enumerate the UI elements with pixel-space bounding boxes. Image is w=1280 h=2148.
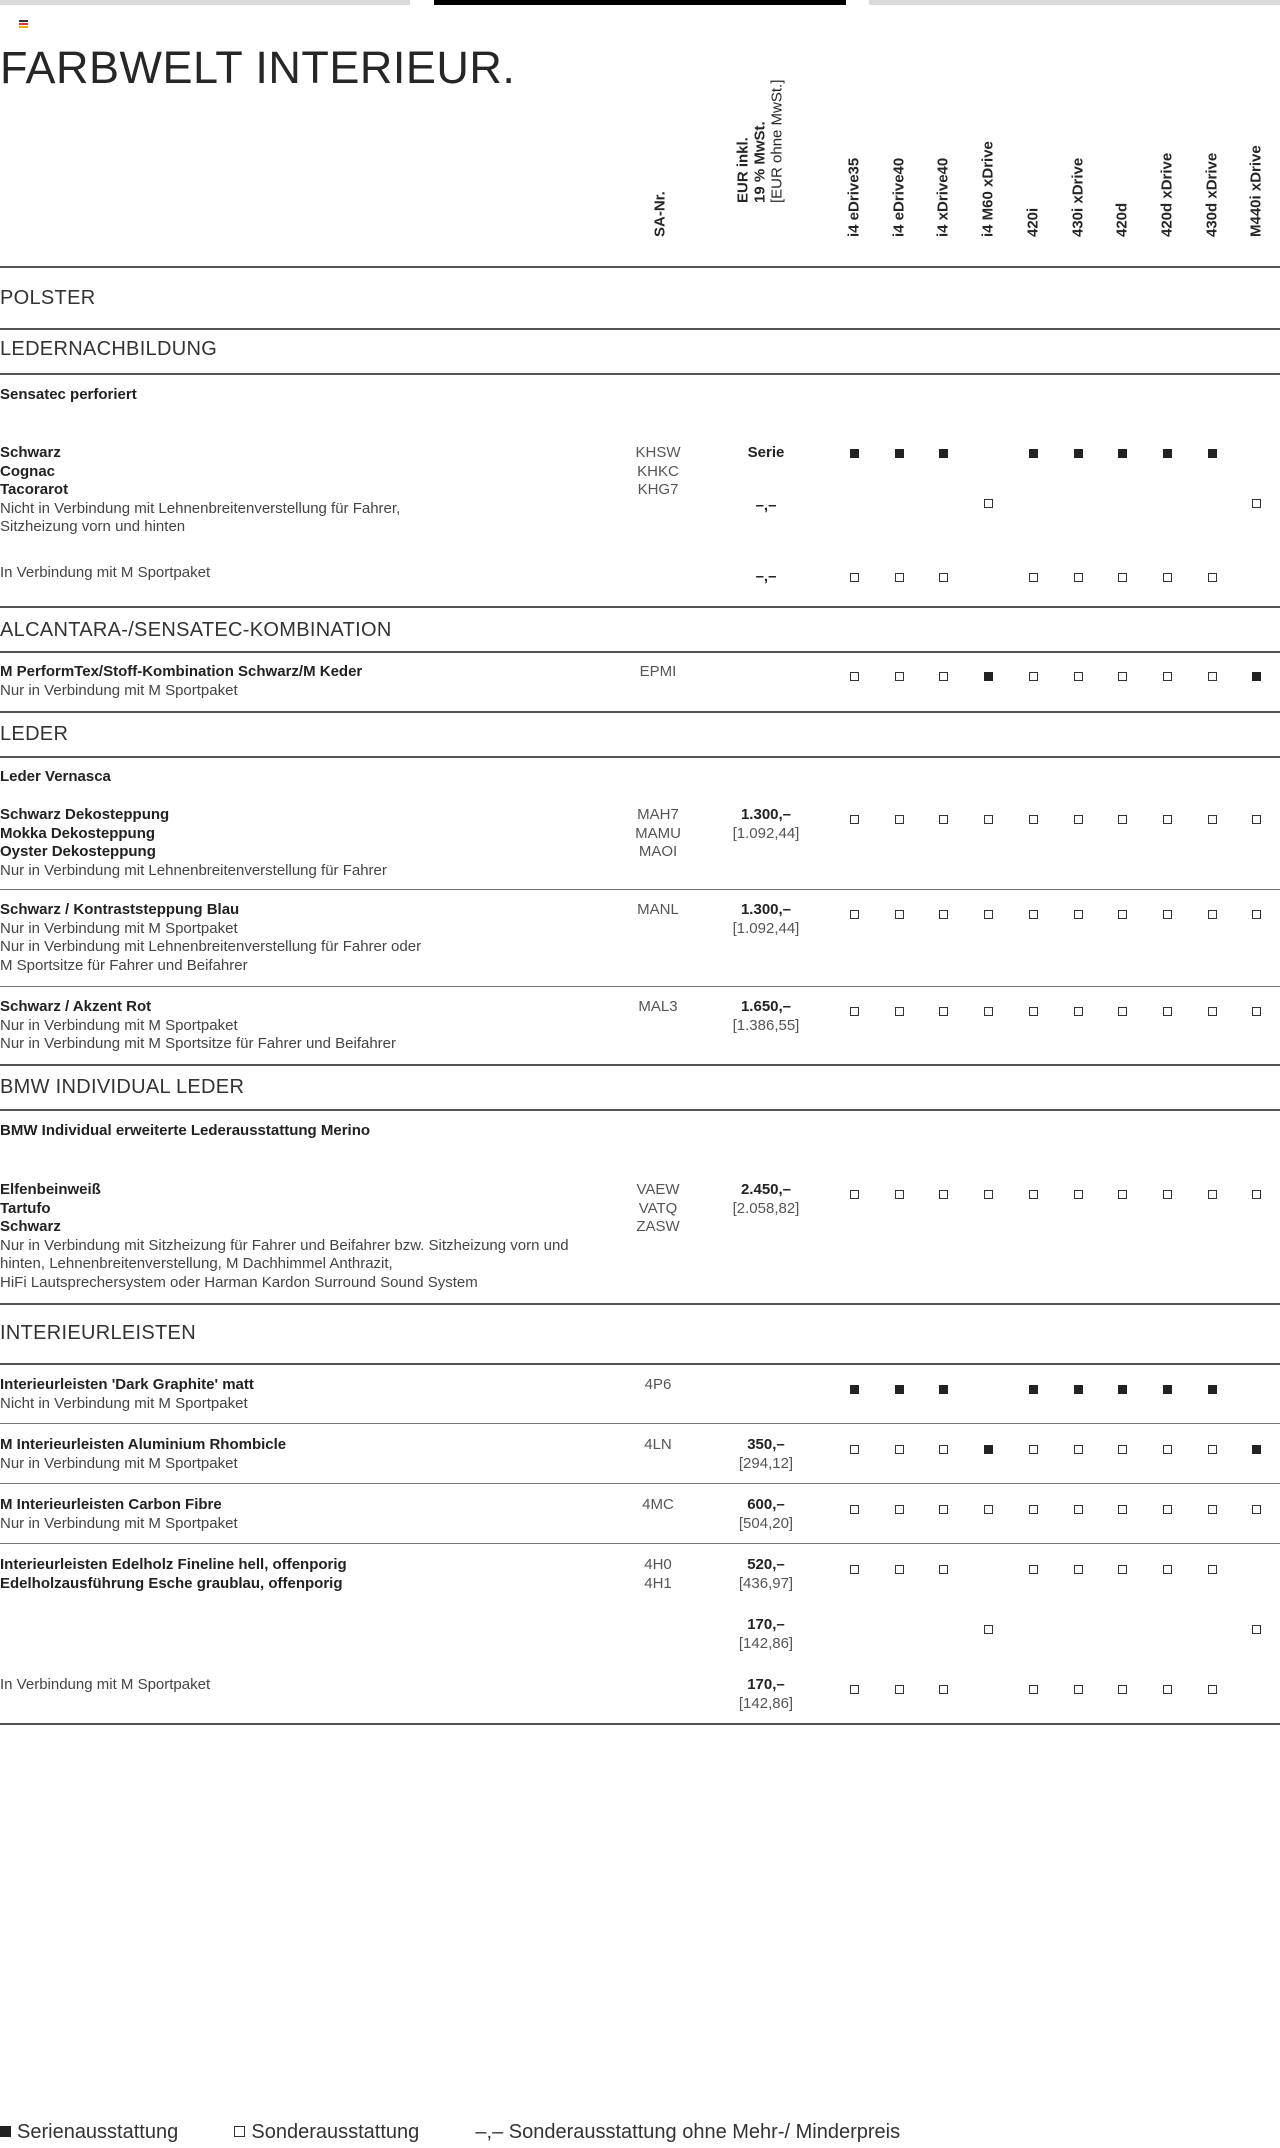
section-rule <box>0 1064 1280 1066</box>
row-title: Schwarz Dekosteppung <box>0 806 170 823</box>
section-rule <box>0 606 1280 608</box>
price-cell <box>701 1616 831 1653</box>
header-model-label: 420d <box>1113 202 1131 237</box>
optional-square-icon <box>850 1445 859 1454</box>
optional-square-icon <box>1252 910 1261 919</box>
row-note: Nur in Verbindung mit M Sportpaket <box>0 1454 238 1472</box>
header-price-label <box>735 80 786 203</box>
optional-square-icon <box>895 1505 904 1514</box>
legend-sonder: Sonderausstattung <box>251 2121 420 2143</box>
section-individual: BMW INDIVIDUAL LEDER <box>0 1076 245 1098</box>
row-title: Elfenbeinweiß <box>0 1181 101 1198</box>
standard-square-icon <box>1208 1385 1217 1394</box>
optional-square-icon <box>984 1505 993 1514</box>
optional-square-icon <box>939 672 948 681</box>
price-gross: 600,– <box>747 1496 785 1513</box>
price-cell <box>701 998 831 1035</box>
header-sa-nr <box>643 112 677 254</box>
optional-square-icon <box>984 815 993 824</box>
price-cell <box>701 806 831 843</box>
price-net: [294,12] <box>738 1454 794 1472</box>
header-model <box>1016 112 1050 254</box>
optional-square-icon <box>939 1007 948 1016</box>
row-title: M PerformTex/Stoff-Kombination Schwarz/M Keder <box>0 663 363 680</box>
optional-square-icon <box>984 1625 993 1634</box>
row-title: Sensatec perforiert <box>0 386 137 403</box>
optional-square-icon <box>1252 1625 1261 1634</box>
row-title: Leder Vernasca <box>0 768 111 785</box>
optional-square-icon <box>1208 815 1217 824</box>
section-leder: LEDER <box>0 723 69 745</box>
progress-segment-3 <box>869 0 1280 5</box>
sa-code: MAOI <box>638 843 678 860</box>
price-gross: 170,– <box>747 1676 785 1693</box>
sa-code: KHG7 <box>637 481 679 498</box>
price-gross: 2.450,– <box>740 1181 792 1198</box>
row-title: BMW Individual erweiterte Lederausstattung Merino <box>0 1122 371 1139</box>
sa-code: 4LN <box>644 1436 672 1453</box>
row-title: Schwarz <box>0 444 61 461</box>
optional-square-icon <box>1074 1007 1083 1016</box>
header-price-line1: EUR inkl. <box>734 137 752 203</box>
price-cell <box>701 1496 831 1533</box>
section-rule <box>0 756 1280 758</box>
optional-square-icon <box>1252 1007 1261 1016</box>
optional-square-icon <box>984 1007 993 1016</box>
row-title: Tartufo <box>0 1199 51 1217</box>
row-note: In Verbindung mit M Sportpaket <box>0 564 211 581</box>
optional-square-icon <box>1029 1007 1038 1016</box>
row-note: Sitzheizung vorn und hinten <box>0 518 186 535</box>
optional-square-icon <box>1208 672 1217 681</box>
standard-square-icon <box>939 1385 948 1394</box>
optional-square-icon <box>895 1565 904 1574</box>
sa-code: KHKC <box>637 462 679 480</box>
header-model <box>971 112 1005 254</box>
optional-square-icon <box>895 1007 904 1016</box>
price-cell <box>701 1181 831 1218</box>
row-title: Edelholzausführung Esche graublau, offenporig <box>0 1574 343 1592</box>
price-cell <box>701 444 831 463</box>
row-rule <box>0 1483 1280 1484</box>
row-note: Nur in Verbindung mit M Sportsitze für Fahrer und Beifahrer <box>0 1035 397 1052</box>
optional-square-icon <box>939 573 948 582</box>
price-gross: 1.300,– <box>740 901 792 918</box>
row-note: Nur in Verbindung mit Lehnenbreitenverstellung für Fahrer oder <box>0 938 422 955</box>
optional-square-icon <box>850 910 859 919</box>
row-note: hinten, Lehnenbreitenverstellung, M Dachhimmel Anthrazit, <box>0 1255 393 1272</box>
optional-square-icon <box>1208 1190 1217 1199</box>
optional-square-icon <box>1163 672 1172 681</box>
header-model <box>1105 112 1139 254</box>
price-net: [504,20] <box>738 1514 794 1532</box>
optional-square-icon <box>939 815 948 824</box>
section-rule <box>0 328 1280 330</box>
optional-square-icon <box>939 1565 948 1574</box>
page-title: FARBWELT INTERIEUR. <box>0 42 516 93</box>
header-model <box>837 112 871 254</box>
flag-icon <box>19 20 28 27</box>
optional-square-icon <box>1252 815 1261 824</box>
optional-square-icon <box>1118 1505 1127 1514</box>
row-note: Nicht in Verbindung mit Lehnenbreitenverstellung für Fahrer, <box>0 499 401 517</box>
sa-code: 4MC <box>642 1496 674 1513</box>
price-gross: 520,– <box>747 1556 785 1573</box>
optional-square-icon <box>1118 910 1127 919</box>
section-rule <box>0 651 1280 653</box>
optional-square-icon <box>1252 1505 1261 1514</box>
row-note: Nur in Verbindung mit M Sportpaket <box>0 681 238 699</box>
optional-square-icon <box>1118 573 1127 582</box>
price-net: [436,97] <box>738 1574 794 1592</box>
optional-square-icon <box>1208 1505 1217 1514</box>
price-gross: Serie <box>747 444 785 461</box>
legend-serie: Serienausstattung <box>17 2121 179 2143</box>
optional-square-icon <box>1118 815 1127 824</box>
row-rule <box>0 1423 1280 1424</box>
standard-square-icon <box>895 1385 904 1394</box>
header-model <box>1061 112 1095 254</box>
optional-square-icon <box>1118 1445 1127 1454</box>
optional-square-icon <box>895 1445 904 1454</box>
optional-square-icon <box>1074 1505 1083 1514</box>
optional-square-icon <box>1029 910 1038 919</box>
optional-square-icon <box>850 573 859 582</box>
optional-square-icon <box>1074 573 1083 582</box>
standard-square-icon <box>1074 449 1083 458</box>
sa-code: VAEW <box>636 1181 680 1198</box>
header-rule <box>0 266 1280 268</box>
header-model <box>1150 112 1184 254</box>
optional-square-icon <box>984 1190 993 1199</box>
standard-square-icon <box>1029 1385 1038 1394</box>
optional-square-icon <box>895 910 904 919</box>
optional-square-icon <box>850 1505 859 1514</box>
price-gross: 1.300,– <box>740 806 792 823</box>
optional-square-icon <box>1029 1565 1038 1574</box>
row-rule <box>0 986 1280 987</box>
legend <box>0 2121 900 2144</box>
optional-square-icon <box>1163 1685 1172 1694</box>
sa-code: 4H0 <box>644 1556 672 1573</box>
price-net: [1.386,55] <box>732 1016 800 1034</box>
header-model-label: 420d xDrive <box>1158 152 1176 237</box>
optional-square-icon <box>1208 1445 1217 1454</box>
optional-square-icon <box>1118 1190 1127 1199</box>
sa-code: MANL <box>637 901 679 918</box>
row-title: Oyster Dekosteppung <box>0 843 156 860</box>
optional-square-icon <box>1208 910 1217 919</box>
standard-square-icon <box>1208 449 1217 458</box>
standard-square-icon <box>1163 1385 1172 1394</box>
standard-square-icon <box>984 672 993 681</box>
optional-square-icon <box>850 672 859 681</box>
optional-square-icon <box>850 1007 859 1016</box>
optional-square-icon <box>1118 1007 1127 1016</box>
optional-square-icon <box>895 573 904 582</box>
standard-square-icon <box>1252 672 1261 681</box>
standard-square-icon <box>850 1385 859 1394</box>
legend-ohne: –,– Sonderausstattung ohne Mehr-/ Minderpreis <box>475 2121 901 2143</box>
optional-square-icon <box>1029 1505 1038 1514</box>
standard-square-icon <box>1029 449 1038 458</box>
row-title: Interieurleisten 'Dark Graphite' matt <box>0 1376 254 1393</box>
standard-square-icon <box>939 449 948 458</box>
section-alcantara: ALCANTARA-/SENSATEC-KOMBINATION <box>0 619 392 641</box>
optional-square-icon <box>1208 1685 1217 1694</box>
section-interieurleisten: INTERIEURLEISTEN <box>0 1322 196 1344</box>
sa-code: VATQ <box>638 1199 678 1217</box>
optional-square-icon <box>1118 1685 1127 1694</box>
optional-square-icon <box>1029 1190 1038 1199</box>
optional-square-icon <box>1252 1190 1261 1199</box>
header-price <box>730 79 790 254</box>
row-note: In Verbindung mit M Sportpaket <box>0 1676 211 1693</box>
standard-square-icon <box>1118 1385 1127 1394</box>
price-net: [142,86] <box>738 1634 794 1652</box>
header-model <box>926 112 960 254</box>
optional-square-icon <box>1074 672 1083 681</box>
optional-square-icon <box>1074 1445 1083 1454</box>
row-note: Nur in Verbindung mit M Sportpaket <box>0 1016 238 1034</box>
price-cell <box>701 1556 831 1593</box>
optional-square-icon <box>1118 1565 1127 1574</box>
optional-square-icon <box>1029 672 1038 681</box>
standard-square-icon <box>0 2126 11 2137</box>
row-title: Schwarz / Akzent Rot <box>0 998 152 1015</box>
row-note: Nur in Verbindung mit M Sportpaket <box>0 919 238 937</box>
standard-square-icon <box>1118 449 1127 458</box>
optional-square-icon <box>850 1190 859 1199</box>
section-rule <box>0 1363 1280 1365</box>
optional-square-icon <box>895 1190 904 1199</box>
optional-square-icon <box>850 1685 859 1694</box>
header-model <box>1195 112 1229 254</box>
optional-square-icon <box>1163 573 1172 582</box>
section-rule <box>0 1109 1280 1111</box>
header-model-label: 420i <box>1024 207 1042 237</box>
row-note: M Sportsitze für Fahrer und Beifahrer <box>0 956 248 974</box>
price-gross: 170,– <box>747 1616 785 1633</box>
sa-code: 4H1 <box>644 1574 672 1592</box>
price-gross: –,– <box>755 568 777 585</box>
price-gross: 350,– <box>747 1436 785 1453</box>
row-note: Nicht in Verbindung mit M Sportpaket <box>0 1394 248 1412</box>
header-model-label: i4 eDrive40 <box>890 157 908 237</box>
sa-code: ZASW <box>636 1218 680 1235</box>
optional-square-icon <box>1029 1445 1038 1454</box>
standard-square-icon <box>984 1445 993 1454</box>
sa-code: MAH7 <box>637 806 679 823</box>
optional-square-icon <box>1163 1445 1172 1454</box>
optional-square-icon <box>1208 1007 1217 1016</box>
price-gross: –,– <box>755 497 777 514</box>
section-ledernachbildung: LEDERNACHBILDUNG <box>0 338 218 360</box>
row-rule <box>0 889 1280 890</box>
sa-code: KHSW <box>635 444 681 461</box>
optional-square-icon <box>1074 1685 1083 1694</box>
optional-square-icon <box>1118 672 1127 681</box>
sa-code: MAL3 <box>638 998 678 1015</box>
row-note: Nur in Verbindung mit Sitzheizung für Fahrer und Beifahrer bzw. Sitzheizung vorn und <box>0 1236 569 1254</box>
optional-square-icon <box>939 1445 948 1454</box>
progress-segment-1 <box>0 0 410 5</box>
header-model-label: 430d xDrive <box>1203 152 1221 237</box>
optional-square-icon <box>234 2126 245 2137</box>
price-cell <box>701 901 831 938</box>
standard-square-icon <box>1163 449 1172 458</box>
header-model-label: i4 eDrive35 <box>845 157 863 237</box>
optional-square-icon <box>1074 815 1083 824</box>
price-cell <box>701 497 831 516</box>
header-model-label: i4 xDrive40 <box>934 157 952 237</box>
optional-square-icon <box>1029 815 1038 824</box>
optional-square-icon <box>939 1190 948 1199</box>
optional-square-icon <box>1074 910 1083 919</box>
optional-square-icon <box>1163 910 1172 919</box>
sa-code: 4P6 <box>644 1376 672 1393</box>
price-net: [1.092,44] <box>732 824 800 842</box>
header-model-label: M440i xDrive <box>1247 145 1265 237</box>
optional-square-icon <box>1163 1505 1172 1514</box>
row-note: HiFi Lautsprechersystem oder Harman Kardon Surround Sound System <box>0 1273 478 1291</box>
section-rule <box>0 711 1280 713</box>
row-title: Interieurleisten Edelholz Fineline hell, offenporig <box>0 1556 347 1573</box>
sa-code: MAMU <box>635 824 681 842</box>
header-price-line2: 19 % MwSt. <box>751 121 769 203</box>
optional-square-icon <box>895 815 904 824</box>
optional-square-icon <box>850 815 859 824</box>
optional-square-icon <box>1163 1190 1172 1199</box>
optional-square-icon <box>1163 815 1172 824</box>
header-model-label: 430i xDrive <box>1069 157 1087 237</box>
row-title: Schwarz / Kontraststeppung Blau <box>0 901 240 918</box>
optional-square-icon <box>895 672 904 681</box>
sa-code: EPMI <box>639 663 677 680</box>
standard-square-icon <box>1074 1385 1083 1394</box>
row-note: Nur in Verbindung mit M Sportpaket <box>0 1514 238 1532</box>
section-rule <box>0 1303 1280 1305</box>
standard-square-icon <box>1252 1445 1261 1454</box>
optional-square-icon <box>1029 1685 1038 1694</box>
row-title: M Interieurleisten Carbon Fibre <box>0 1496 222 1513</box>
price-cell <box>701 1676 831 1713</box>
row-title: Tacorarot <box>0 481 69 498</box>
header-sa-nr-label: SA-Nr. <box>651 191 669 237</box>
section-polster: POLSTER <box>0 287 96 309</box>
price-net: [2.058,82] <box>732 1199 800 1217</box>
optional-square-icon <box>1074 1565 1083 1574</box>
price-net: [142,86] <box>738 1694 794 1712</box>
optional-square-icon <box>895 1685 904 1694</box>
header-price-line3: [EUR ohne MwSt.] <box>768 79 786 203</box>
standard-square-icon <box>850 449 859 458</box>
row-title: Cognac <box>0 462 56 480</box>
price-gross: 1.650,– <box>740 998 792 1015</box>
optional-square-icon <box>939 910 948 919</box>
row-note: Nur in Verbindung mit Lehnenbreitenverstellung für Fahrer <box>0 861 387 879</box>
optional-square-icon <box>1252 499 1261 508</box>
standard-square-icon <box>895 449 904 458</box>
header-model <box>882 112 916 254</box>
optional-square-icon <box>850 1565 859 1574</box>
header-model-label: i4 M60 xDrive <box>979 141 997 237</box>
table-end-rule <box>0 1723 1280 1725</box>
optional-square-icon <box>1208 1565 1217 1574</box>
optional-square-icon <box>1208 573 1217 582</box>
price-net: [1.092,44] <box>732 919 800 937</box>
price-cell <box>701 1436 831 1473</box>
optional-square-icon <box>1163 1565 1172 1574</box>
price-cell <box>701 568 831 587</box>
optional-square-icon <box>939 1505 948 1514</box>
optional-square-icon <box>984 499 993 508</box>
row-rule <box>0 1543 1280 1544</box>
optional-square-icon <box>1163 1007 1172 1016</box>
section-rule <box>0 373 1280 375</box>
optional-square-icon <box>1074 1190 1083 1199</box>
optional-square-icon <box>984 910 993 919</box>
row-title: M Interieurleisten Aluminium Rhombicle <box>0 1436 287 1453</box>
progress-segment-2-active <box>434 0 846 5</box>
optional-square-icon <box>1029 573 1038 582</box>
row-title: Mokka Dekosteppung <box>0 824 156 842</box>
optional-square-icon <box>939 1685 948 1694</box>
row-title: Schwarz <box>0 1218 61 1235</box>
header-model <box>1239 112 1273 254</box>
